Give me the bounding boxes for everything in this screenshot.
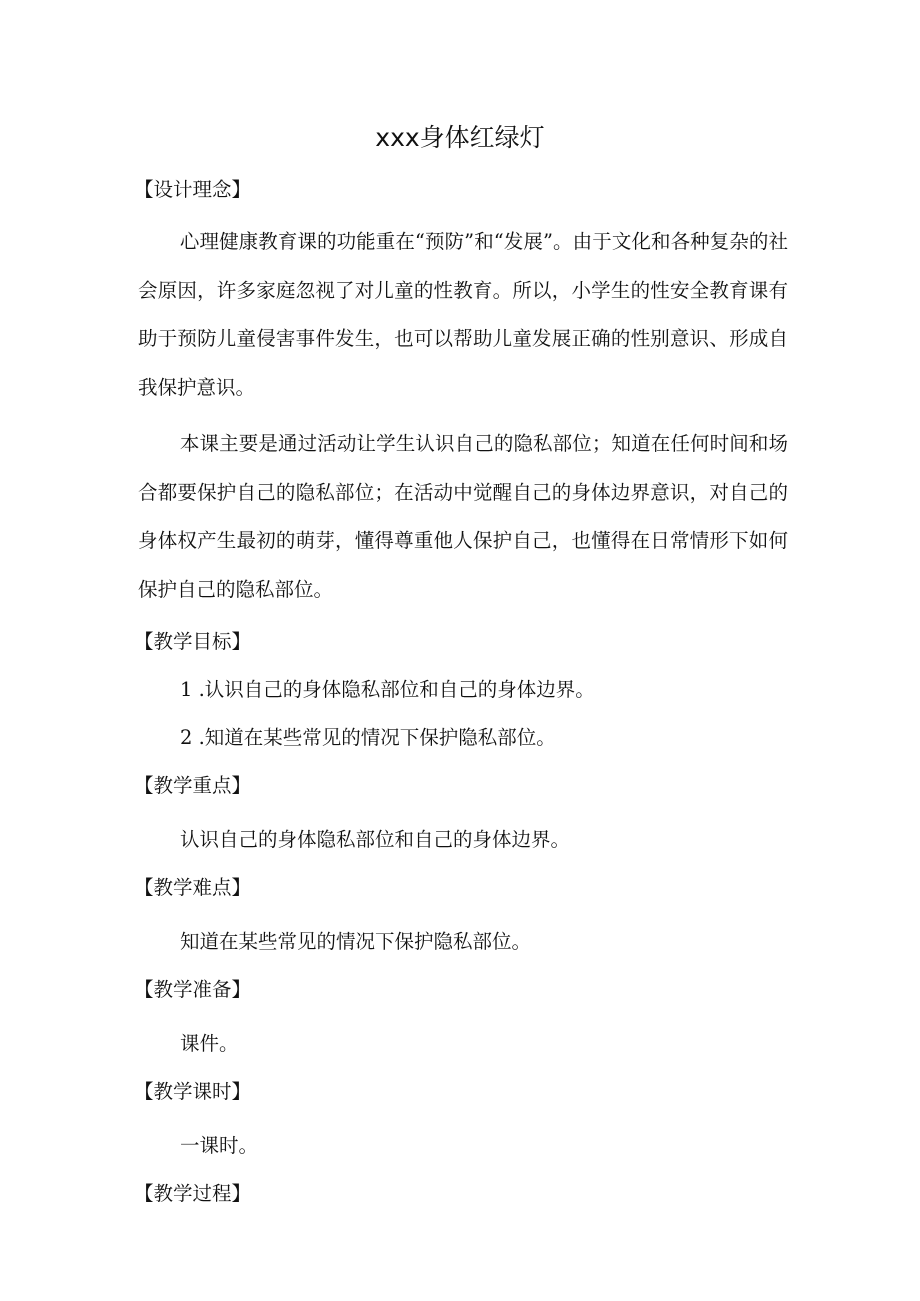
- preparation-text: 课件。: [180, 1032, 239, 1055]
- section-heading-difficulties: 【教学难点】: [134, 876, 252, 899]
- section-heading-key-points: 【教学重点】: [134, 774, 252, 797]
- section-heading-concept: 【设计理念】: [134, 178, 252, 201]
- section-heading-process: 【教学过程】: [134, 1182, 252, 1205]
- hours-text: 一课时。: [180, 1134, 259, 1157]
- document-title: xxx身体红绿灯: [375, 123, 545, 152]
- difficulties-text: 知道在某些常见的情况下保护隐私部位。: [180, 930, 532, 953]
- document-body: [134, 170, 788, 1214]
- section-heading-goals: 【教学目标】: [134, 630, 252, 653]
- section-heading-preparation: 【教学准备】: [134, 978, 252, 1001]
- concept-paragraph-1: 心理健康教育课的功能重在“预防”和“发展”。由于文化和各种复杂的社会原因，许多家庭忽视了对儿童的性教育。所以，小学生的性安全教育课有助于预防儿童侵害事件发生，也可以帮助儿童发展正确的性别意识、形成自我保护意识。: [138, 230, 788, 399]
- goal-item-1: 1 .认识自己的身体隐私部位和自己的身体边界。: [180, 678, 595, 701]
- concept-paragraph-2: 本课主要是通过活动让学生认识自己的隐私部位；知道在任何时间和场合都要保护自己的隐私部位；在活动中觉醒自己的身体边界意识，对自己的身体权产生最初的萌芽，懂得尊重他人保护自己，也懂得在日常情形下如何保护自己的隐私部位。: [138, 432, 788, 601]
- goal-item-2: 2 .知道在某些常见的情况下保护隐私部位。: [180, 726, 556, 749]
- section-heading-hours: 【教学课时】: [134, 1080, 252, 1103]
- key-points-text: 认识自己的身体隐私部位和自己的身体边界。: [180, 828, 571, 851]
